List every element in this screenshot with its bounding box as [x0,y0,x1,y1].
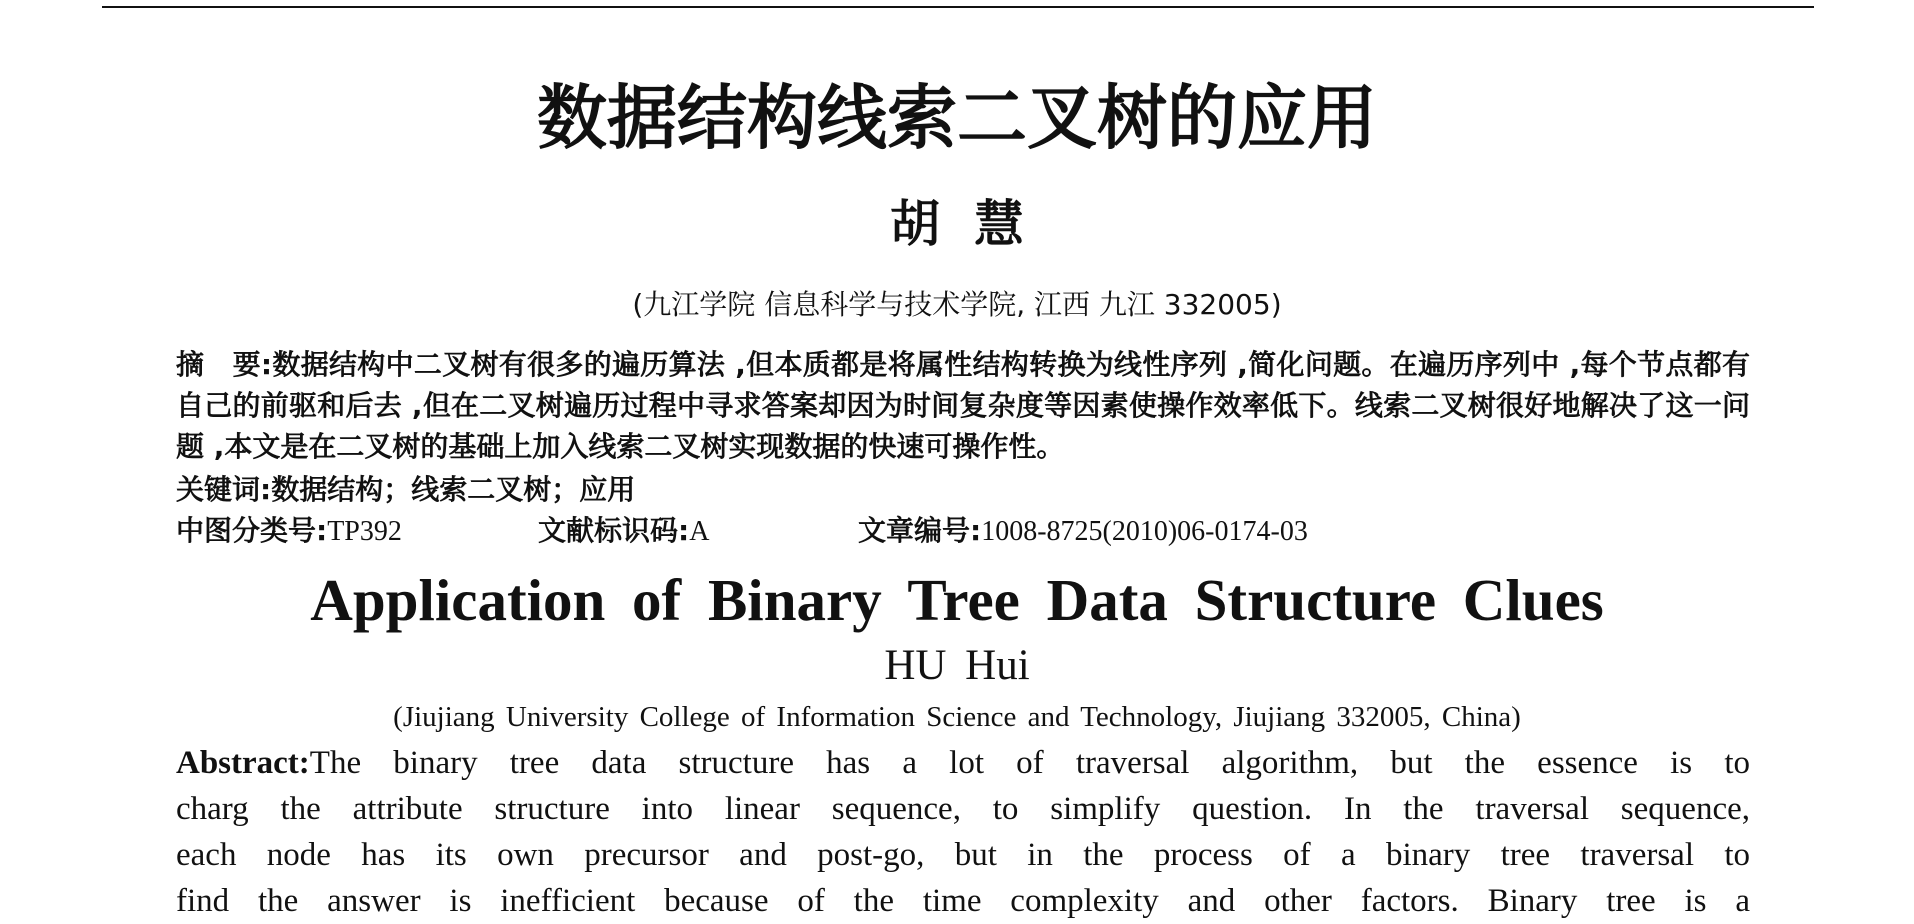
english-abstract-line-3: each node has its own precursor and post-go, but in the process of a binary tree traversal to [176,837,1750,873]
clc-value: TP392 [327,516,402,547]
chinese-abstract [176,344,1750,467]
chinese-title: 数据结构线索二叉树的应用 [537,77,1377,159]
english-abstract-label: Abstract: [176,745,310,781]
document-code-value: A [689,516,710,547]
english-author: HU Hui [884,642,1030,689]
english-abstract-text-1: The binary tree data structure has a lot of traversal algorithm, but the essence is to [309,745,1750,781]
chinese-abstract-text: 数据结构中二叉树有很多的遍历算法 ,但本质都是将属性结构转换为线性序列 ,简化问题。在遍历序列中 ,每个节点都有自己的前驱和后去 ,但在二叉树遍历过程中寻求答案却因为时间复杂度等因素使操作效率低下。线索二叉树很好地解决了这一问题 ,本文是在二叉树的基础上加入线索二叉树实现数据的快速可操作性。 [176,348,1750,463]
chinese-author: 胡慧 [890,195,1058,253]
english-abstract-line-2: charg the attribute structure into linear sequence, to simplify question. In the traversal sequence, [176,791,1750,827]
english-abstract [176,740,1750,924]
chinese-keywords [176,469,1750,510]
english-title: Application of Binary Tree Data Structure Clues [310,567,1604,633]
english-affiliation: (Jiujiang University College of Information Science and Technology, Jiujiang 332005, China) [393,701,1521,733]
english-abstract-line-1 [176,740,1750,786]
chinese-keywords-text: 数据结构；线索二叉树；应用 [271,473,636,506]
article-number-label: 文章编号: [858,514,982,547]
english-abstract-line-4: find the answer is inefficient because of the time complexity and other factors. Binary tree is a [176,883,1750,919]
clc-label: 中图分类号: [176,514,328,547]
article-number-value: 1008-8725(2010)06-0174-03 [981,516,1308,547]
chinese-abstract-label: 摘 要: [176,348,273,381]
clc-number [176,510,402,552]
document-code [538,510,709,552]
document-code-label: 文献标识码: [538,514,690,547]
article-number [858,510,1308,552]
chinese-affiliation: (九江学院 信息科学与技术学院, 江西 九江 332005) [632,288,1282,321]
chinese-keywords-label: 关键词: [176,473,272,506]
